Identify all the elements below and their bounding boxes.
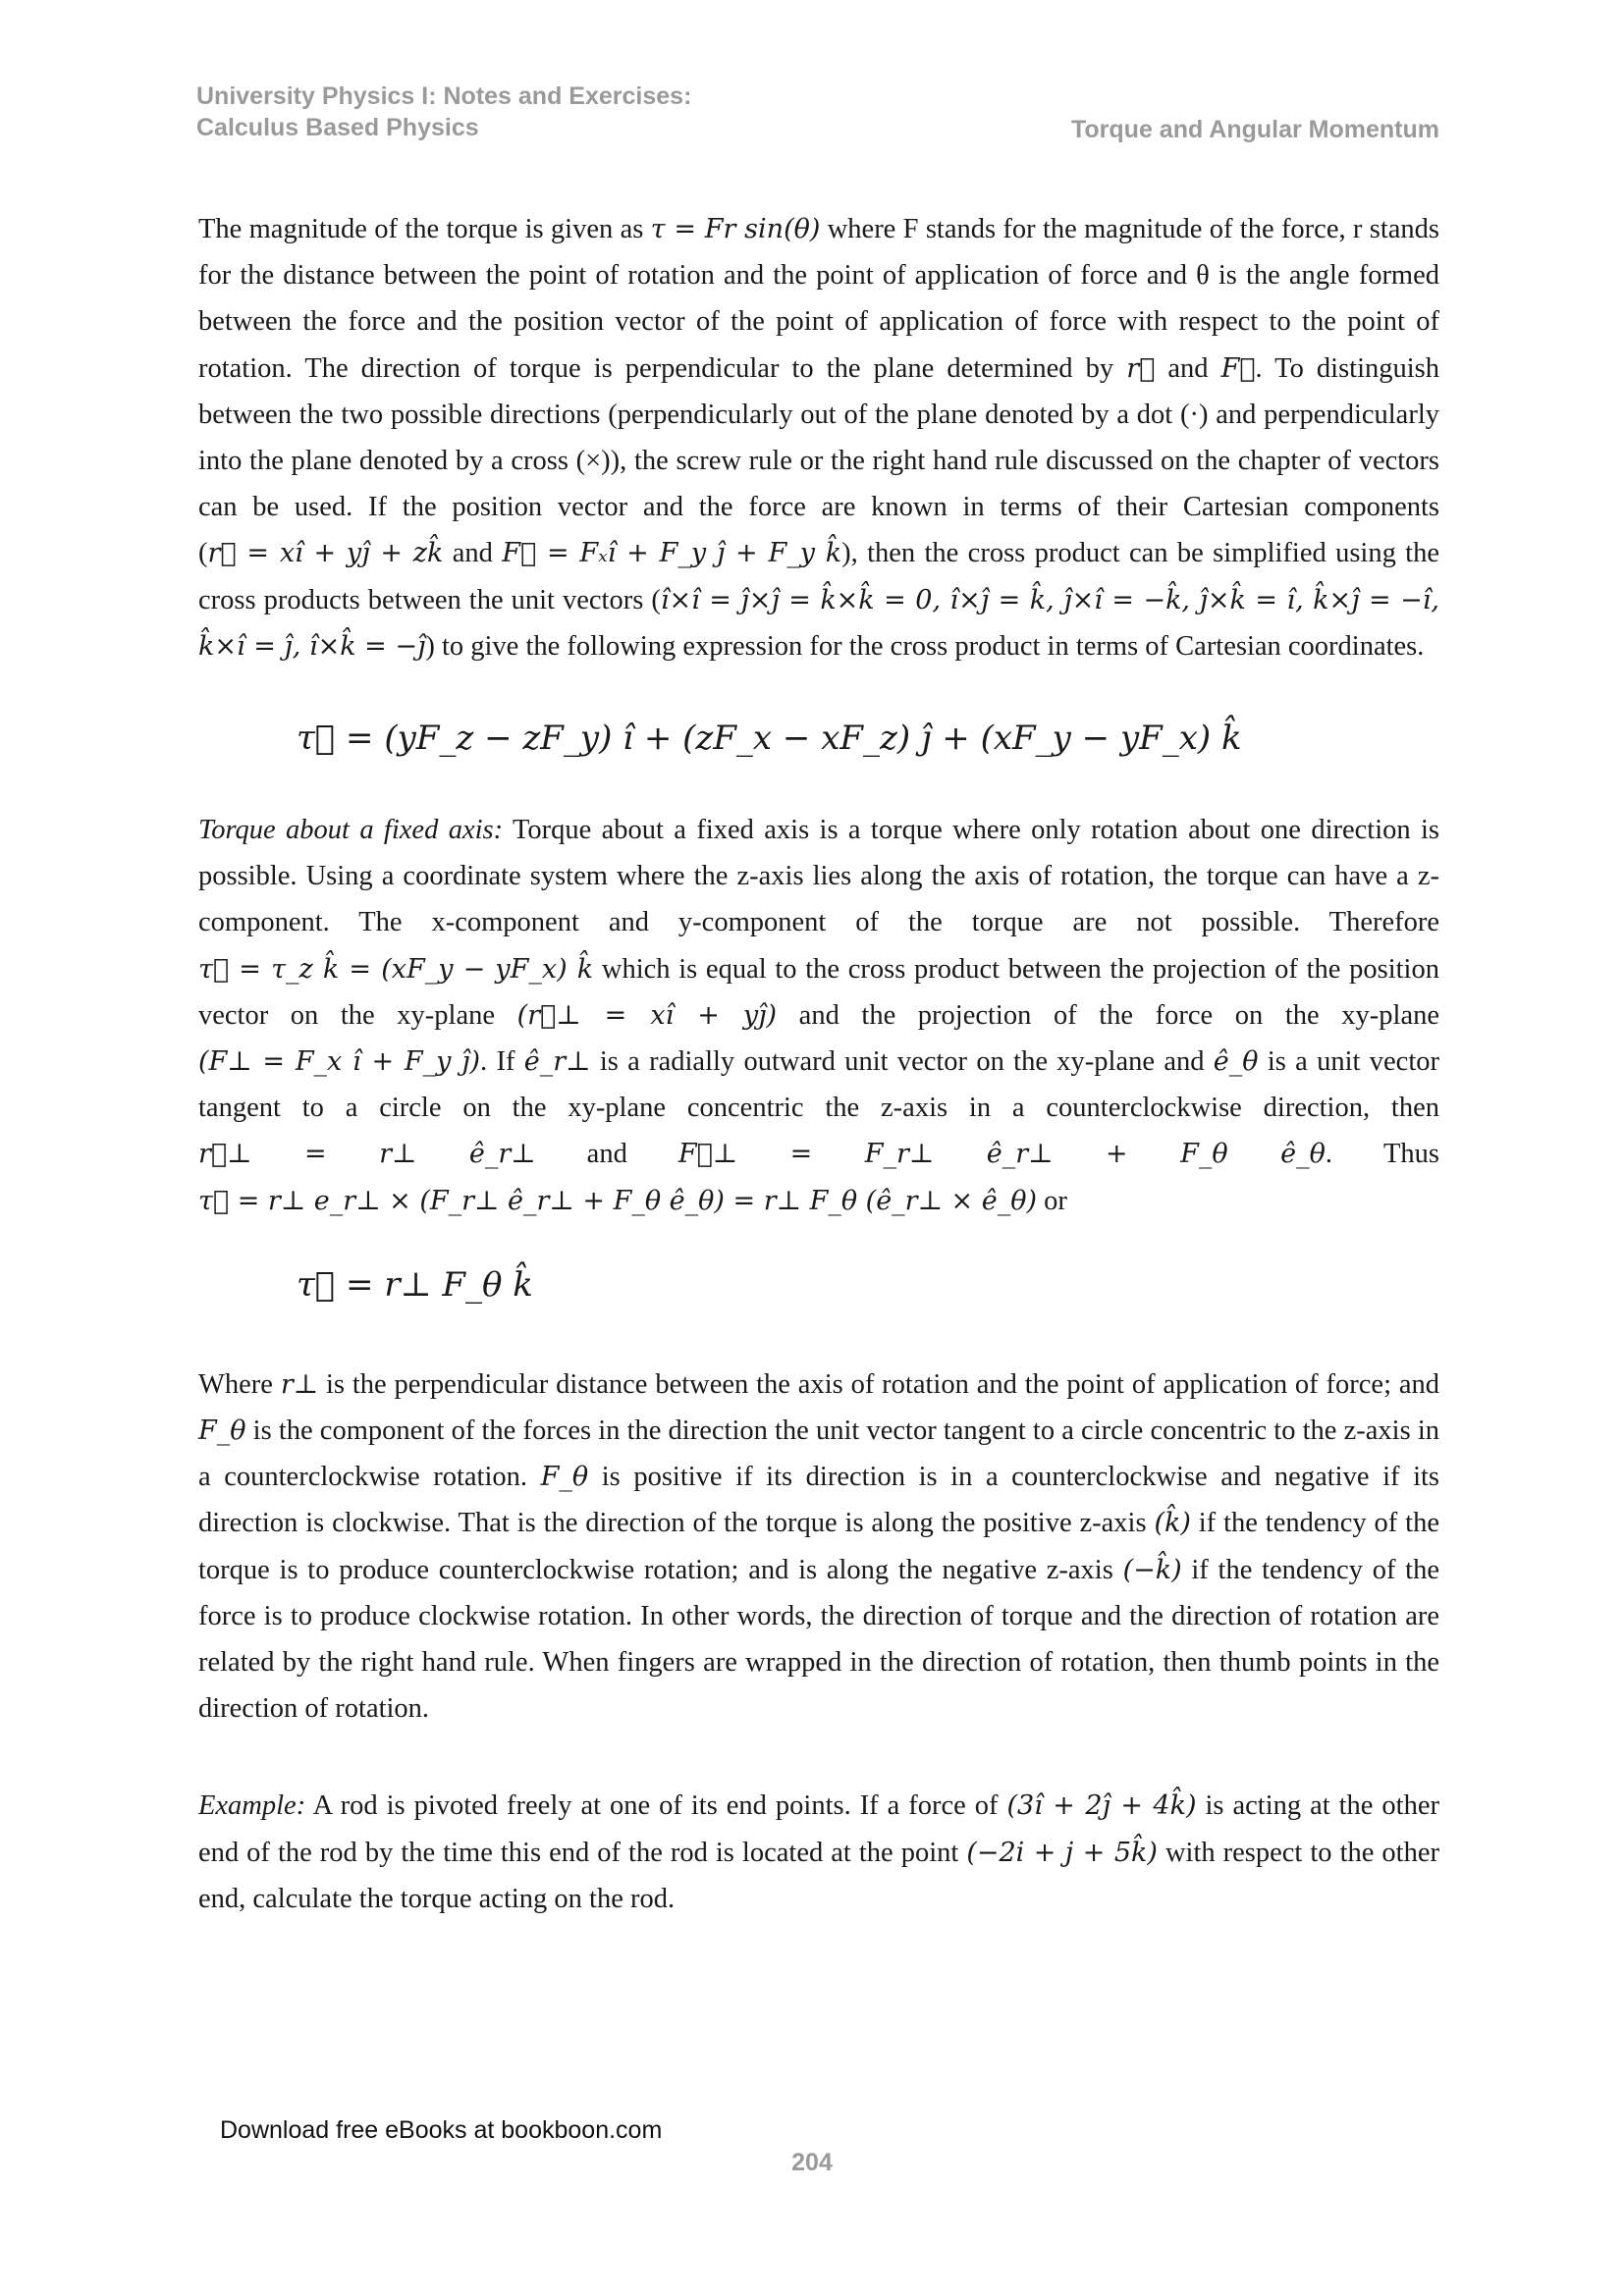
text: is the perpendicular distance between the axis of rotation and the point of application of force; and: [318, 1368, 1439, 1400]
text: and the projection of the force on the xy-plane: [777, 999, 1439, 1031]
page-number: 204: [791, 2149, 833, 2176]
text: where F stands for the magnitude of the force, r stands for the distance between the point of rotation and the point of application of force and θ is the angle formed between the force and the position vector of the point of application of force with respect to the point of rotation. The direction of torque is perpendicular to the plane determined by: [198, 214, 1439, 384]
math-r-perp: (r⃗⊥ = xî + yĵ): [516, 999, 778, 1031]
text: and: [535, 1139, 678, 1170]
math-f-perp-polar: F⃗⊥ = F_r⊥ ê_r⊥ + F_θ ê_θ: [677, 1139, 1326, 1170]
page-content: [198, 206, 1439, 1922]
text: ) to give the following expression for the cross product in terms of Cartesian coordinates.: [425, 630, 1425, 662]
math-r-vector: r⃗: [1126, 352, 1156, 384]
text: is acting at the other end of the rod by the time this end of the rod is located at the point: [198, 1790, 1439, 1868]
math-f-perp: (F⊥ = F_x î + F_y ĵ): [198, 1046, 481, 1078]
book-title: [196, 80, 691, 143]
math-f-vector: F⃗: [1220, 352, 1256, 384]
math-tau-z: τ⃗ = τ_z k̂ = (xF_y − yF_x) k̂: [198, 953, 594, 985]
math-force-example: (3î + 2ĵ + 4k̂): [1006, 1790, 1197, 1822]
math-e-r: ê_r⊥: [523, 1046, 591, 1078]
text: A rod is pivoted freely at one of its end points. If a force of: [305, 1790, 1007, 1822]
math-r-perp-symbol: r⊥: [280, 1368, 319, 1400]
text: . If: [480, 1046, 524, 1078]
text: if the tendency of the force is to produce clockwise rotation. In other words, the direction of torque and the direction of rotation are related by the right hand rule. When fingers are wrapped in the direction of rotation, then thumb points in the direction of rotation.: [198, 1554, 1439, 1725]
text: . To distinguish between the two possible directions (perpendicularly out of the plane denoted by a dot (·) and perpendicularly into the plane denoted by a cross (×)), the screw rule or the right hand rule discussed on the chapter of vectors can be used. If the position vector and the force are known in terms of their Cartesian components (: [198, 352, 1439, 569]
math-r-components: r⃗ = xî + yĵ + zk̂: [207, 538, 444, 569]
text: ), then the cross product can be simplified using the cross products between the unit vectors (: [198, 538, 1439, 615]
text: if the tendency of the torque is to produce counterclockwise rotation; and is along the negative z-axis: [198, 1508, 1439, 1585]
example-label: Example:: [198, 1790, 306, 1822]
math-k-hat: (k̂): [1154, 1508, 1191, 1539]
paragraph-fixed-axis: [198, 807, 1439, 1224]
text: . Thus: [1325, 1139, 1440, 1170]
math-unit-cross-products: î×î = ĵ×ĵ = k̂×k̂ = 0, î×ĵ = k̂, ĵ×î = −k̂, ĵ×k̂ = î, k̂×ĵ = −î, k̂×î = ĵ, î×k̂ = −ĵ: [198, 584, 1439, 662]
math-f-components: F⃗ = Fₓî + F_y ĵ + F_y k̂: [502, 538, 842, 569]
text: with respect to the other end, calculate the torque acting on the rod.: [198, 1837, 1439, 1914]
math-r-perp-polar: r⃗⊥ = r⊥ ê_r⊥: [198, 1139, 536, 1170]
equation-torque-fixed-axis: τ⃗ = r⊥ F_θ k̂: [297, 1264, 533, 1305]
text: which is equal to the cross product between the projection of the position vector on the xy-plane: [198, 953, 1439, 1031]
math-torque-magnitude: τ = Fr sin(θ): [650, 214, 821, 244]
equation-torque-cartesian: τ⃗ = (yF_z − zF_y) î + (zF_x − xF_z) ĵ + (xF_y − yF_x) k̂: [297, 719, 1242, 759]
math-point-example: (−2i + j + 5k̂): [966, 1837, 1158, 1868]
text: is a radially outward unit vector on the xy-plane and: [590, 1046, 1214, 1078]
text: or: [1037, 1185, 1067, 1216]
math-minus-k-hat: (−k̂): [1122, 1554, 1182, 1585]
download-link[interactable]: Download free eBooks at bookboon.com: [220, 2116, 663, 2144]
paragraph-where: [198, 1362, 1439, 1733]
math-e-theta: ê_θ: [1213, 1046, 1259, 1078]
math-f-theta: F_θ: [198, 1415, 246, 1447]
chapter-title: Torque and Angular Momentum: [1071, 116, 1439, 143]
text: is the component of the forces in the direction the unit vector tangent to a circle concentric to the z-axis in a counterclockwise rotation.: [198, 1415, 1439, 1493]
text: and: [1155, 352, 1221, 384]
text: and: [443, 538, 503, 569]
math-tau-polar: τ⃗ = r⊥ e_r⊥ × (F_r⊥ ê_r⊥ + F_θ ê_θ) = r⊥ F_θ (ê_r⊥ × ê_θ): [198, 1185, 1038, 1216]
paragraph-example: [198, 1783, 1439, 1922]
text: is a unit vector tangent to a circle on the xy-plane concentric the z-axis in a counterclockwise direction, then: [198, 1046, 1439, 1124]
text: Torque about a fixed axis is a torque where only rotation about one direction is possible. Using a coordinate system where the z-axis lies along the axis of rotation, the torque can have a z-component. The x-component and y-component of the torque are not possible. Therefore: [198, 815, 1439, 938]
paragraph-torque-magnitude: [198, 206, 1439, 669]
book-title-line2: Calculus Based Physics: [196, 114, 479, 141]
text: The magnitude of the torque is given as: [198, 214, 651, 244]
book-title-line1: University Physics I: Notes and Exercises:: [196, 82, 692, 110]
text: Where: [198, 1368, 281, 1400]
text: is positive if its direction is in a counterclockwise and negative if its direction is clockwise. That is the direction of the torque is along the positive z-axis: [198, 1462, 1439, 1539]
math-f-theta: F_θ: [540, 1462, 589, 1493]
fixed-axis-label: Torque about a fixed axis:: [198, 815, 504, 846]
